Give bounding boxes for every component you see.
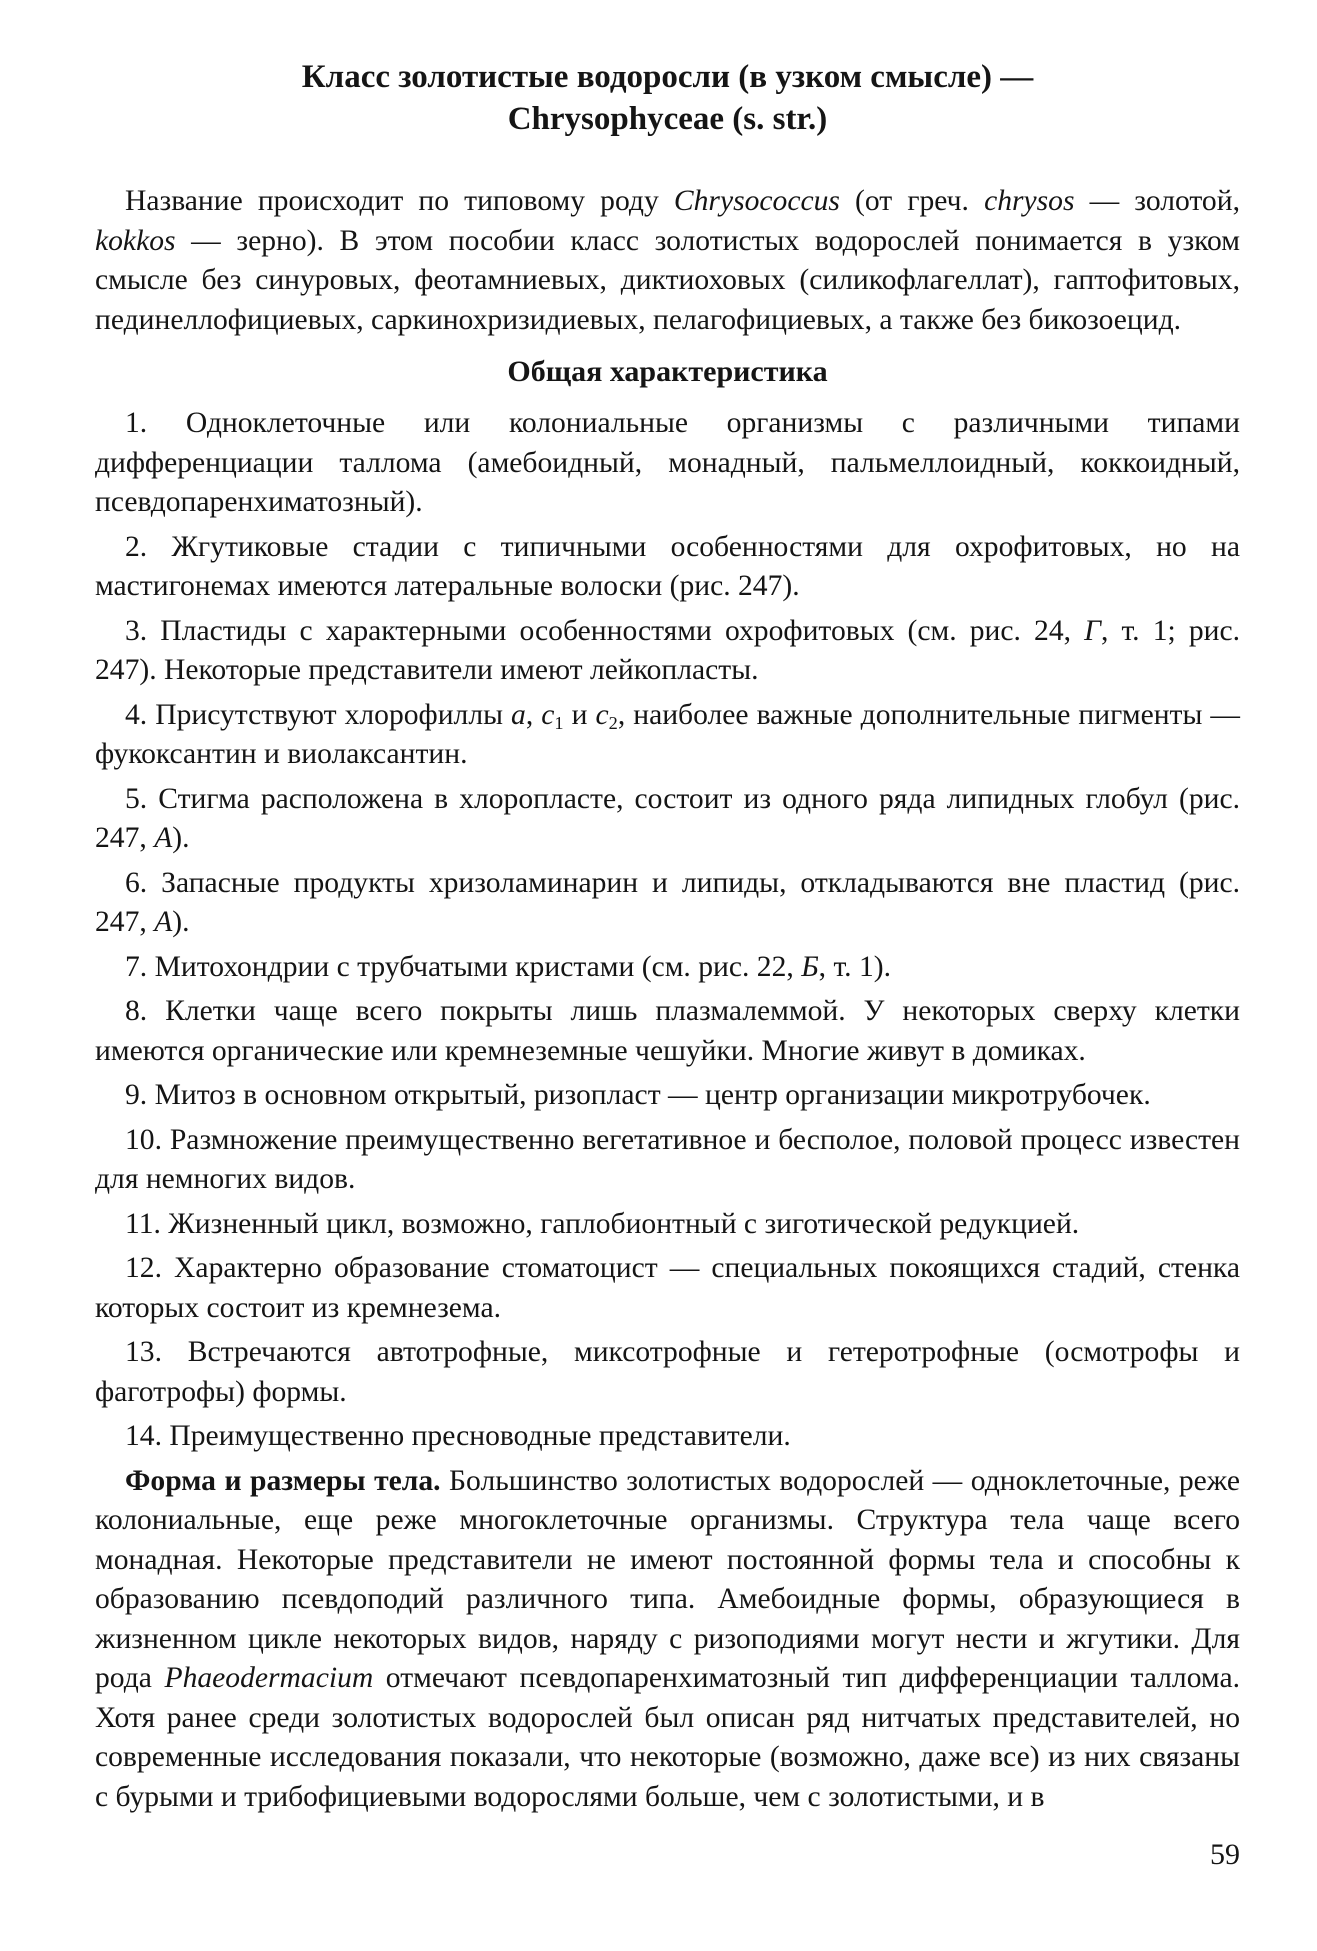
list-item-4	[95, 696, 1240, 775]
list-item-10: 10. Размножение преимущественно вегетативное и бесполое, половой процесс известен для немногих видов.	[95, 1123, 1240, 1195]
item-text: 5. Стигма расположена в хлоропласте, состоит из одного ряда липидных глобул (рис. 247,	[95, 782, 1240, 854]
list-item-7	[95, 948, 1240, 988]
item-text: , т. 1; рис. 247). Некоторые представители имеют лейкопласты.	[95, 614, 1240, 686]
genus-name: Chrysococcus	[673, 185, 840, 217]
chlorophyll-c: c	[541, 698, 555, 731]
list-item-5	[95, 780, 1240, 859]
item-text: 4. Присутствуют хлорофиллы	[125, 698, 512, 731]
intro-text: — золотой,	[1074, 185, 1240, 217]
paragraph-lead: Форма и размеры тела.	[125, 1464, 441, 1497]
item-text: ).	[172, 906, 190, 938]
section-heading: Общая характеристика	[507, 355, 828, 388]
page-title	[95, 56, 1240, 140]
chlorophyll-c: c	[595, 698, 609, 731]
list-item-13: 13. Встречаются автотрофные, миксотрофные и гетеротрофные (осмотрофы и фаготрофы) формы.	[95, 1336, 1240, 1408]
subscript: 1	[554, 712, 564, 733]
paragraph-text: Большинство золотистых водорослей — одноклеточные, реже колониальные, еще реже многоклеточные организмы. Структура тела чаще всего монадная. Некоторые представители не имеют постоянной формы тела и способны к образованию псевдоподий различного типа. Амебоидные формы, образующиеся в жизненном цикле некоторых видов, наряду с ризоподиями могут нести и жгутики. Для рода	[95, 1464, 1241, 1694]
intro-text: (от греч.	[839, 185, 985, 217]
chlorophyll-a: a	[511, 698, 526, 731]
page-body	[95, 56, 1240, 1817]
figure-letter: А	[154, 822, 173, 854]
intro-paragraph	[95, 182, 1240, 340]
page-number: 59	[1210, 1838, 1240, 1871]
paragraph-text: отмечают псевдопаренхиматозный тип дифференциации таллома. Хотя ранее среди золотистых водорослей был описан ряд нитчатых представителей, но современные исследования показали, что некоторые (возможно, даже все) из них связаны с бурыми и трибофициевыми водорослями больше, чем с золотистыми, и в	[95, 1662, 1240, 1813]
list-item-12: 12. Характерно образование стоматоцист — специальных покоящихся стадий, стенка которых состоит из кремнезема.	[95, 1252, 1240, 1324]
title-line-1: Класс золотистые водоросли (в узком смысле) —	[301, 59, 1034, 95]
list-item-8: 8. Клетки чаще всего покрыты лишь плазмалеммой. У некоторых сверху клетки имеются органические или кремнеземные чешуйки. Многие живут в домиках.	[95, 995, 1240, 1067]
list-item-1: 1. Одноклеточные или колониальные организмы с различными типами дифференциации таллома (амебоидный, монадный, пальмеллоидный, коккоидный, псевдопаренхиматозный).	[95, 407, 1240, 518]
list-item-11: 11. Жизненный цикл, возможно, гаплобионтный с зиготической редукцией.	[125, 1207, 1080, 1240]
item-text: 7. Митохондрии с трубчатыми кристами (см. рис. 22,	[125, 950, 802, 983]
list-item-3	[95, 612, 1240, 691]
figure-letter: А	[154, 906, 173, 938]
genus-name: Phaeodermacium	[164, 1662, 374, 1694]
intro-text: Название происходит по типовому роду	[125, 185, 674, 217]
body-shape-paragraph	[95, 1462, 1240, 1818]
figure-letter: Г	[1084, 614, 1101, 647]
item-text: 6. Запасные продукты хризоламинарин и липиды, откладываются вне пластид (рис. 247,	[95, 866, 1240, 938]
list-item-2: 2. Жгутиковые стадии с типичными особенностями для охрофитовых, но на мастигонемах имеются латеральные волоски (рис. 247).	[95, 530, 1240, 602]
list-item-14: 14. Преимущественно пресноводные представители.	[125, 1420, 791, 1452]
item-text: , наиболее важные дополнительные пигменты — фукоксантин и виолаксантин.	[95, 698, 1240, 770]
intro-text: — зерно). В этом пособии класс золотистых водорослей понимается в узком смысле без синуровых, феотамниевых, диктиоховых (силикофлагеллат), гаптофитовых, пединеллофициевых, саркинохризидиевых, пелагофициевых, а также без бикозоецид.	[95, 224, 1240, 336]
item-text: , т. 1).	[818, 950, 892, 983]
item-text: ).	[172, 822, 190, 854]
title-line-2: Chrysophyceae (s. str.)	[507, 101, 828, 137]
item-text: 3. Пластиды с характерными особенностями охрофитовых (см. рис. 24,	[125, 614, 1085, 647]
figure-letter: Б	[801, 950, 819, 983]
subscript: 2	[608, 712, 618, 733]
greek-word: kokkos	[95, 224, 176, 257]
item-text: ,	[525, 698, 542, 731]
list-item-6	[95, 864, 1240, 943]
item-text: и	[563, 698, 596, 731]
list-item-9: 9. Митоз в основном открытый, ризопласт — центр организации микротрубочек.	[125, 1079, 1151, 1111]
greek-word: chrysos	[984, 185, 1075, 217]
